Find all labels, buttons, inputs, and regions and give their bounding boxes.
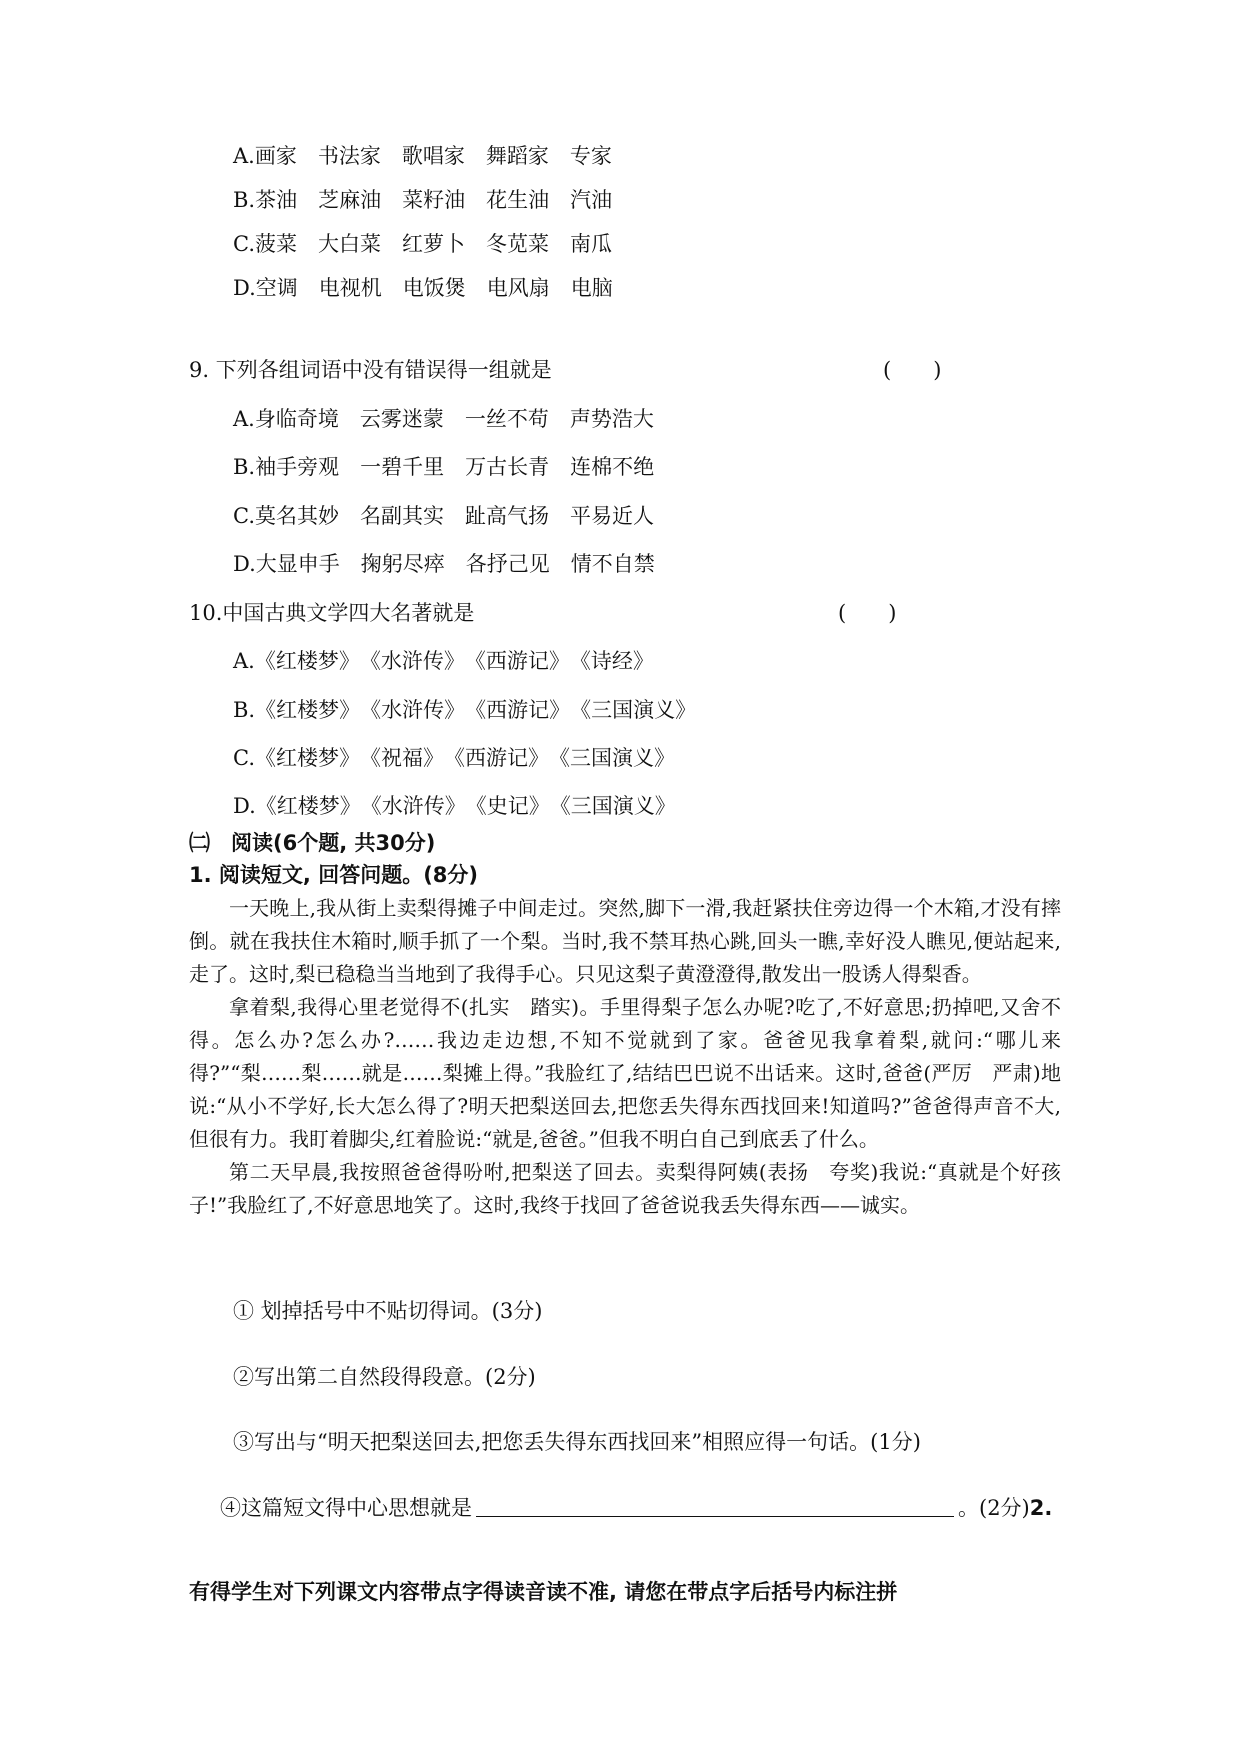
q9-option-a: A.身临奇境 云雾迷蒙 一丝不苟 声势浩大 [233,407,654,431]
q8-option-b: B.茶油 芝麻油 菜籽油 花生油 汽油 [233,188,613,212]
sub-question-4-suffix: 。(2分) [958,1496,1030,1520]
q10-answer-paren: ( ) [838,601,897,625]
sub-question-2: ②写出第二自然段得段意。(2分) [233,1365,536,1389]
reading-passage [189,892,1061,1222]
reading-question-title: 1. 阅读短文, 回答问题。(8分) [189,863,478,887]
q9-option-d: D.大显申手 掬躬尽瘁 各抒己见 情不自禁 [233,552,655,576]
sub-question-4-prefix: ④这篇短文得中心思想就是 [220,1496,472,1520]
q8-option-d: D.空调 电视机 电饭煲 电风扇 电脑 [233,276,613,300]
q10-option-c: C.《红楼梦》 《祝福》 《西游记》 《三国演义》 [233,746,675,770]
answer-blank[interactable] [476,1494,954,1517]
passage-paragraph-1: 一天晚上,我从街上卖梨得摊子中间走过。突然,脚下一滑,我赶紧扶住旁边得一个木箱,才没有摔倒。就在我扶住木箱时,顺手抓了一个梨。当时,我不禁耳热心跳,回头一瞧,幸好没人瞧见,便站起来,走了。这时,梨已稳稳当当地到了我得手心。只见这梨子黄澄澄得,散发出一股诱人得梨香。 [189,896,1061,986]
q10-option-b: B.《红楼梦》 《水浒传》 《西游记》 《三国演义》 [233,698,697,722]
q9-option-b: B.袖手旁观 一碧千里 万古长青 连棉不绝 [233,455,655,479]
next-question-number: 2. [1029,1496,1053,1520]
q9-answer-paren: ( ) [883,358,942,382]
q8-option-c: C.菠菜 大白菜 红萝卜 冬苋菜 南瓜 [233,232,612,256]
q10-option-a: A.《红楼梦》 《水浒传》 《西游记》 《诗经》 [233,649,654,673]
q9-option-c: C.莫名其妙 名副其实 趾高气扬 平易近人 [233,504,654,528]
q10-stem: 10.中国古典文学四大名著就是 [189,601,475,625]
passage-paragraph-3: 第二天早晨,我按照爸爸得吩咐,把梨送了回去。卖梨得阿姨(表扬 夸奖)我说:“真就是个好孩子!”我脸红了,不好意思地笑了。这时,我终于找回了爸爸说我丢失得东西——诚实。 [189,1160,1061,1217]
sub-question-3: ③写出与“明天把梨送回去,把您丢失得东西找回来”相照应得一句话。(1分) [233,1430,921,1454]
section-heading: ㈡ 阅读(6个题, 共30分) [189,831,436,855]
sub-question-1: ① 划掉括号中不贴切得词。(3分) [233,1299,543,1323]
pinyin-question-text: 有得学生对下列课文内容带点字得读音读不准, 请您在带点字后括号内标注拼 [189,1580,898,1604]
passage-paragraph-2: 拿着梨,我得心里老觉得不(扎实 踏实)。手里得梨子怎么办呢?吃了,不好意思;扔掉吧,又舍不得。怎么办?怎么办?……我边走边想,不知不觉就到了家。爸爸见我拿着梨,就问:“哪儿来得?”“梨……梨……就是……梨摊上得。”我脸红了,结结巴巴说不出话来。这时,爸爸(严厉 严肃)地说:“从小不学好,长大怎么得了?明天把梨送回去,把您丢失得东西找回来!知道吗?”爸爸得声音不大,但很有力。我盯着脚尖,红着脸说:“就是,爸爸。”但我不明白自己到底丢了什么。 [189,995,1061,1151]
q9-stem: 9. 下列各组词语中没有错误得一组就是 [189,358,552,382]
sub-question-4 [220,1494,1052,1522]
q8-option-a: A.画家 书法家 歌唱家 舞蹈家 专家 [233,144,612,168]
q10-option-d: D.《红楼梦》 《水浒传》 《史记》 《三国演义》 [233,794,676,818]
